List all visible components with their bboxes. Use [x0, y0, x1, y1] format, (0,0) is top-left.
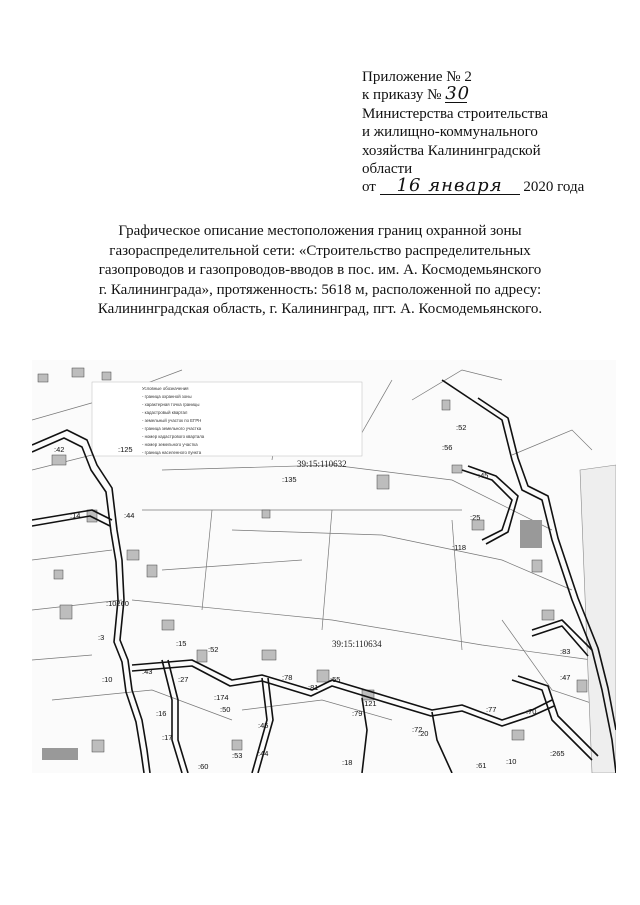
plot-label: :125 [118, 445, 133, 454]
order-prefix: к приказу № [362, 87, 442, 104]
ministry-line-1: Министерства строительства [362, 105, 549, 122]
plot-label: :44 [124, 511, 135, 520]
plot-label: :14 [70, 511, 81, 520]
plot-label: :16 [156, 709, 167, 718]
plot-label-layer [32, 360, 616, 773]
legend-line-1: Условные обозначения [142, 386, 189, 391]
title-line-2: газораспределительной сети: «Строительство распределительных [109, 242, 531, 259]
plot-label: :77 [486, 705, 497, 714]
title-line-3: газопроводов и газопроводов-вводов в пос. им. А. Космодемьянского [98, 262, 542, 278]
legend-line-2: - граница охранной зоны [142, 394, 192, 399]
order-line [362, 83, 622, 105]
legend-line-9: - граница населенного пункта [142, 450, 202, 455]
plot-label: :265 [550, 749, 565, 758]
ministry-line-3: хозяйства Калининградской [362, 142, 541, 159]
plot-label: :72 [412, 725, 423, 734]
ministry-line-4: области [362, 161, 413, 178]
plot-label: :17 [162, 733, 173, 742]
plot-label: :70 [526, 707, 537, 716]
title-line-1: Графическое описание местоположения границ охранной зоны [118, 223, 522, 239]
order-number: 30 [445, 83, 471, 105]
plot-label: :50 [220, 705, 231, 714]
legend-line-8: - номер земельного участка [142, 442, 198, 447]
plot-label: :43 [142, 667, 153, 676]
legend-line-3: - характерная точка границы [142, 402, 200, 407]
plot-label: :81 [308, 683, 319, 692]
plot-label: :45 [258, 721, 269, 730]
plot-label: :83 [560, 647, 571, 656]
plot-label: :118 [452, 543, 467, 552]
plot-label: :44 [258, 749, 269, 758]
plot-label: :18 [342, 758, 353, 767]
legend-line-4: - кадастровый квартал [142, 410, 188, 415]
ministry-line-2: и жилищно-коммунального [362, 124, 538, 141]
plot-label: :42 [54, 445, 65, 454]
plot-label: :55 [330, 675, 341, 684]
legend-line-5: - земельный участок по ЕГРН [142, 418, 202, 423]
plot-label: :135 [282, 475, 297, 484]
plot-label: :79 [352, 709, 363, 718]
title-line-4: г. Калининграда», протяженность: 5618 м, расположенной по адресу: [98, 281, 542, 298]
cadastral-quarter-2: 39:15:110634 [332, 639, 382, 649]
plot-label: :10 [102, 675, 113, 684]
plot-label: :47 [560, 673, 571, 682]
title-line-5: Калининградская область, г. Калининград, пгт. А. Космодемьянского. [97, 301, 543, 317]
plot-label: :52 [456, 423, 467, 432]
plot-label: :27 [178, 675, 189, 684]
date-suffix: 2020 года [523, 179, 585, 196]
boundary-map [32, 360, 616, 773]
plot-label: :10260 [106, 599, 129, 608]
plot-label: :3 [98, 633, 105, 642]
plot-label: :25 [470, 513, 481, 522]
plot-label: :121 [362, 699, 377, 708]
plot-label: :53 [232, 751, 243, 760]
plot-label: :20 [418, 729, 429, 738]
plot-label: :45 [478, 471, 489, 480]
plot-label: :61 [476, 761, 487, 770]
legend-line-6: - граница земельного участка [142, 426, 202, 431]
date-handwritten: 16 января [380, 178, 520, 195]
plot-label: :10 [506, 757, 517, 766]
plot-label: :60 [198, 762, 209, 771]
plot-label: :52 [208, 645, 219, 654]
plot-label: :15 [176, 639, 187, 648]
plot-label: :78 [282, 673, 293, 682]
legend-line-7: - номер кадастрового квартала [142, 434, 205, 439]
appendix-block [362, 68, 622, 197]
date-line [362, 175, 622, 197]
date-prefix: от [362, 179, 376, 196]
plot-label: :56 [442, 443, 453, 452]
document-title [40, 222, 600, 320]
appendix-title: Приложение № 2 [362, 69, 472, 85]
plot-label: :174 [214, 693, 229, 702]
cadastral-quarter-1: 39:15:110632 [297, 459, 347, 469]
